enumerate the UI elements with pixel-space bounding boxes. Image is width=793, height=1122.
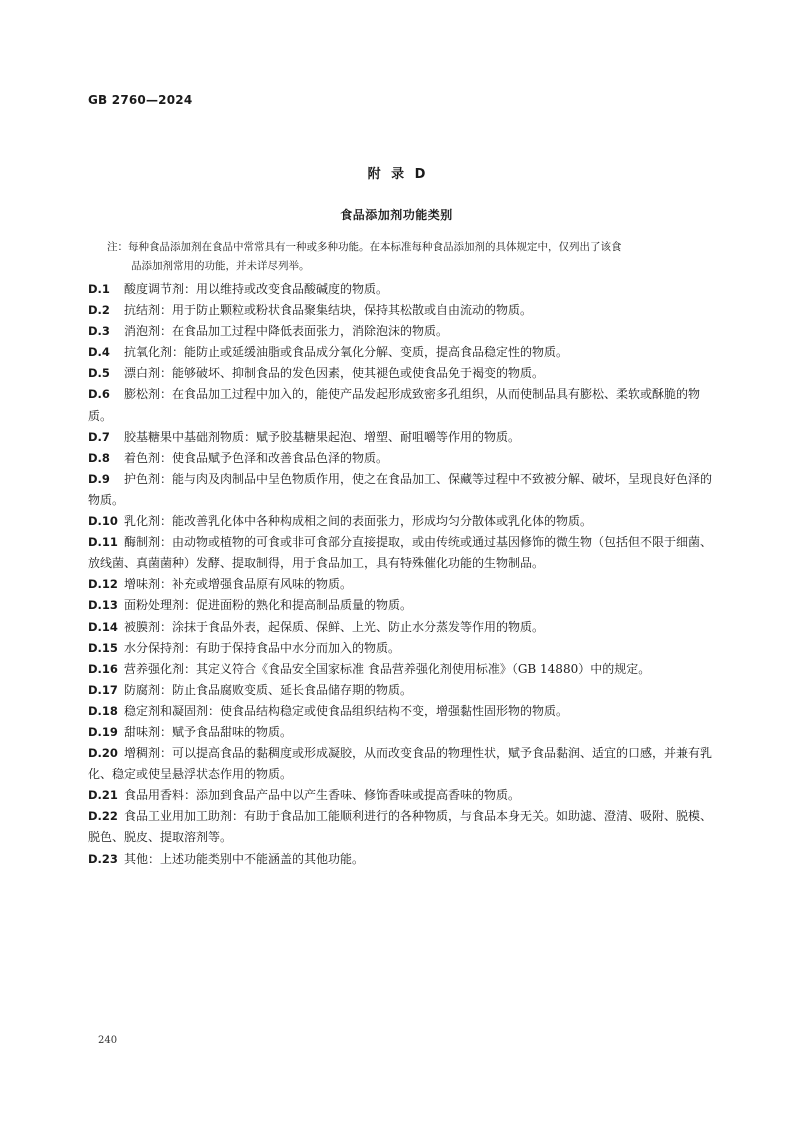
item-number: D.16: [88, 661, 118, 676]
item-text: 营养强化剂：其定义符合《食品安全国家标准 食品营养强化剂使用标准》（GB 14880）中的规定。: [124, 661, 651, 676]
appendix-title: 附 录 D: [367, 167, 426, 182]
list-item: [88, 595, 718, 616]
item-text: 面粉处理剂：促进面粉的熟化和提高制品质量的物质。: [124, 598, 413, 613]
item-text: 食品用香料：添加到食品产品中以产生香味、修饰香味或提高香味的物质。: [124, 788, 521, 803]
note-line-2: 品添加剂常用的功能，并未详尽列举。: [131, 260, 310, 272]
list-item: [88, 743, 718, 785]
item-text: 胶基糖果中基础剂物质：赋予胶基糖果起泡、增塑、耐咀嚼等作用的物质。: [124, 429, 521, 444]
list-item: [88, 321, 718, 342]
list-item: [88, 701, 718, 722]
list-item: [88, 448, 718, 469]
item-number: D.2: [88, 303, 110, 318]
function-category-list: [88, 279, 718, 870]
item-number: D.9: [88, 471, 110, 486]
item-number: D.20: [88, 746, 118, 761]
item-text: 膨松剂：在食品加工过程中加入的，能使产品发起形成致密多孔组织，从而使制品具有膨松、柔软或酥脆的物质。: [88, 387, 701, 423]
item-number: D.6: [88, 387, 110, 402]
list-item: [88, 511, 718, 532]
list-item: [88, 574, 718, 595]
standard-code: GB 2760—2024: [88, 93, 193, 107]
item-number: D.1: [88, 282, 110, 296]
item-number: D.12: [88, 577, 118, 592]
item-text: 防腐剂：防止食品腐败变质、延长食品储存期的物质。: [124, 682, 413, 697]
item-number: D.22: [88, 809, 118, 824]
list-item: [88, 300, 718, 321]
item-text: 水分保持剂：有助于保持食品中水分而加入的物质。: [124, 640, 401, 655]
item-number: D.15: [88, 640, 118, 655]
item-text: 抗氧化剂：能防止或延缓油脂或食品成分氧化分解、变质，提高食品稳定性的物质。: [124, 345, 569, 360]
note: [107, 238, 715, 276]
item-text: 酶制剂：由动物或植物的可食或非可食部分直接提取，或由传统或通过基因修饰的微生物（包括但不限于细菌、放线菌、真菌菌种）发酵、提取制得，用于食品加工，具有特殊催化功能的生物制品。: [88, 535, 713, 571]
list-item: [88, 469, 718, 511]
list-item: [88, 659, 718, 680]
item-number: D.3: [88, 324, 110, 339]
item-number: D.23: [88, 851, 118, 866]
list-item: [88, 617, 718, 638]
item-number: D.8: [88, 450, 110, 465]
section-title: 食品添加剂功能类别: [340, 208, 453, 222]
list-item: [88, 680, 718, 701]
item-text: 乳化剂：能改善乳化体中各种构成相之间的表面张力，形成均匀分散体或乳化体的物质。: [124, 514, 593, 529]
note-line-1: 每种食品添加剂在食品中常常具有一种或多种功能。在本标准每种食品添加剂的具体规定中，仅列出了该食: [128, 241, 622, 253]
list-item: [88, 638, 718, 659]
list-item: [88, 384, 718, 426]
page-number: 240: [98, 1035, 118, 1046]
item-number: D.17: [88, 682, 118, 697]
item-text: 酸度调节剂：用以维持或改变食品酸碱度的物质。: [124, 282, 389, 296]
item-text: 消泡剂：在食品加工过程中降低表面张力，消除泡沫的物质。: [124, 324, 449, 339]
item-number: D.11: [88, 535, 118, 550]
list-item: [88, 806, 718, 848]
item-text: 增味剂：补充或增强食品原有风味的物质。: [124, 577, 353, 592]
item-number: D.13: [88, 598, 118, 613]
item-number: D.18: [88, 703, 118, 718]
item-text: 食品工业用加工助剂：有助于食品加工能顺利进行的各种物质，与食品本身无关。如助滤、澄清、吸附、脱模、脱色、脱皮、提取溶剂等。: [88, 809, 713, 845]
list-item: [88, 785, 718, 806]
item-text: 着色剂：使食品赋予色泽和改善食品色泽的物质。: [124, 450, 389, 465]
item-text: 其他：上述功能类别中不能涵盖的其他功能。: [124, 851, 365, 866]
item-number: D.7: [88, 429, 110, 444]
item-text: 抗结剂：用于防止颗粒或粉状食品聚集结块，保持其松散或自由流动的物质。: [124, 303, 533, 318]
list-item: [88, 427, 718, 448]
list-item: [88, 363, 718, 384]
item-number: D.21: [88, 788, 118, 803]
note-label: 注：: [107, 241, 128, 253]
item-text: 增稠剂：可以提高食品的黏稠度或形成凝胶，从而改变食品的物理性状，赋予食品黏润、适宜的口感，并兼有乳化、稳定或使呈悬浮状态作用的物质。: [88, 746, 713, 782]
item-number: D.5: [88, 366, 110, 381]
item-number: D.10: [88, 514, 118, 529]
list-item: [88, 849, 718, 870]
item-number: D.14: [88, 619, 118, 634]
item-number: D.4: [88, 345, 110, 360]
list-item: [88, 342, 718, 363]
item-text: 稳定剂和凝固剂：使食品结构稳定或使食品组织结构不变，增强黏性固形物的物质。: [124, 703, 569, 718]
item-text: 被膜剂：涂抹于食品外表，起保质、保鲜、上光、防止水分蒸发等作用的物质。: [124, 619, 545, 634]
item-number: D.19: [88, 724, 118, 739]
list-item: [88, 532, 718, 574]
item-text: 护色剂：能与肉及肉制品中呈色物质作用，使之在食品加工、保藏等过程中不致被分解、破坏，呈现良好色泽的物质。: [88, 471, 713, 507]
list-item: [88, 279, 718, 300]
item-text: 漂白剂：能够破坏、抑制食品的发色因素，使其褪色或使食品免于褐变的物质。: [124, 366, 545, 381]
item-text: 甜味剂：赋予食品甜味的物质。: [124, 724, 293, 739]
list-item: [88, 722, 718, 743]
